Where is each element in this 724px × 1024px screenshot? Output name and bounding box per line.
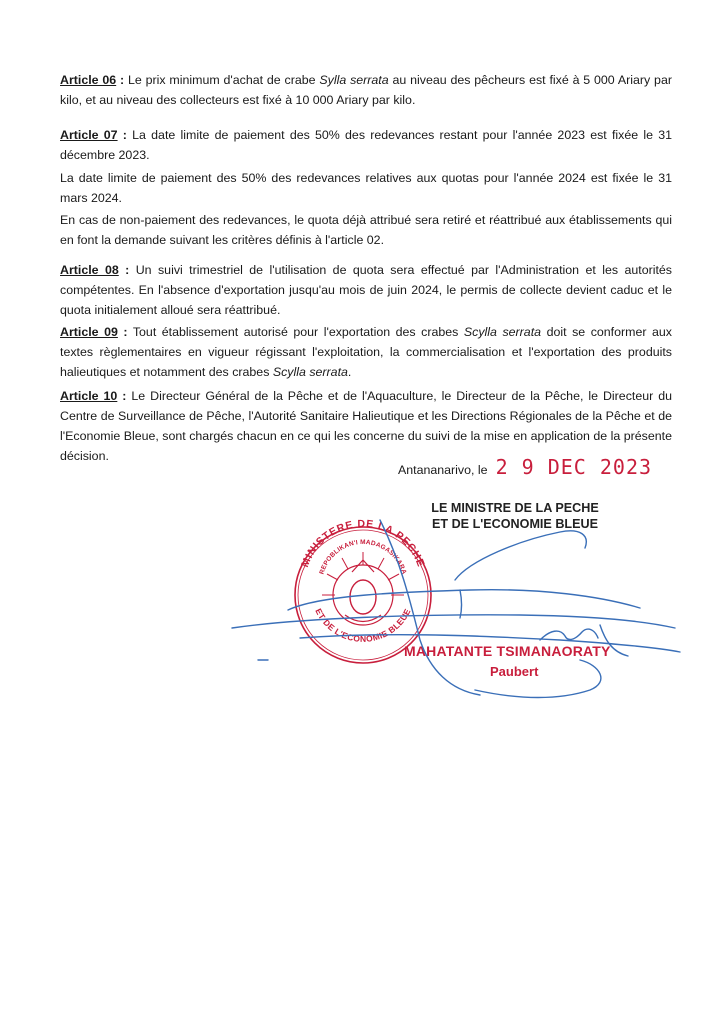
signature-place: Antananarivo, le bbox=[398, 463, 488, 477]
minister-name: MAHATANTE TSIMANAORATY bbox=[404, 643, 611, 659]
article-06-colon: : bbox=[116, 73, 125, 87]
article-08-text: Un suivi trimestriel de l'utilisation de quota sera effectué par l'Administration et les autorités compétentes. En l'absence d'exportation jusqu'au mois de juin 2024, le permis de collecte devient caduc et le quota initialement alloué sera réattribué. bbox=[60, 263, 672, 317]
seal-text-bottom: ET DE L'ECONOMIE BLEUE bbox=[313, 606, 413, 644]
article-09-text-1: Tout établissement autorisé pour l'exportation des crabes bbox=[127, 325, 464, 339]
article-07-label: Article 07 bbox=[60, 128, 118, 142]
article-08-colon: : bbox=[118, 263, 130, 277]
article-07-text: La date limite de paiement des 50% des redevances restant pour l'année 2023 est fixée le 31 décembre 2023. bbox=[60, 128, 672, 162]
article-10-colon: : bbox=[117, 389, 127, 403]
minister-first-name: Paubert bbox=[490, 664, 539, 679]
article-07-text-2: La date limite de paiement des 50% des redevances relatives aux quotas pour l'année 2024 est fixée le 31 mars 2024. bbox=[60, 171, 672, 205]
article-06-label: Article 06 bbox=[60, 73, 117, 87]
article-09-colon: : bbox=[117, 325, 128, 339]
seal-text-top: MINISTERE DE LA PECHE bbox=[299, 517, 427, 569]
minister-title-line-2: ET DE L'ECONOMIE BLEUE bbox=[431, 517, 599, 531]
article-09-species-2: Scylla serrata bbox=[272, 365, 348, 379]
article-09-text-3: . bbox=[347, 365, 352, 379]
article-06-text-2: au niveau des pêcheurs est fixé à 5 000 Ariary par kilo, et au niveau des collecteurs est fixé à 10 000 Ariary par kilo. bbox=[60, 73, 672, 107]
article-08-label: Article 08 bbox=[60, 263, 119, 277]
article-10-label: Article 10 bbox=[60, 389, 118, 403]
article-09-label: Article 09 bbox=[60, 325, 118, 339]
article-10-text: Le Directeur Général de la Pêche et de l'Aquaculture, le Directeur de la Pêche, le Directeur du Centre de Surveillance de Pêche, l'Autorité Sanitaire Halieutique et les Directions Régionales de la Pêche et de l'Economie Bleue, sont chargés chacun en ce qui les concerne du suivi de la mise en application de la présente décision. bbox=[60, 389, 672, 463]
date-stamp: 2 9 DEC 2023 bbox=[495, 455, 653, 479]
article-06-species: Sylla serrata bbox=[319, 73, 389, 87]
article-06-text-1: Le prix minimum d'achat de crabe bbox=[124, 73, 320, 87]
article-07-text-3: En cas de non-paiement des redevances, le quota déjà attribué sera retiré et réattribué aux établissements qui en font la demande suivant les critères définis à l'article 02. bbox=[60, 213, 672, 247]
minister-title-line-1: LE MINISTRE DE LA PECHE bbox=[431, 501, 599, 515]
seal-text-inner: REPOBLIKAN'I MADAGASIKARA bbox=[318, 539, 408, 576]
article-09-text-2: doit se conformer aux textes règlementaires en vigueur régissant l'exploitation, la commercialisation et l'exportation des produits halieutiques et notamment des crabes bbox=[60, 325, 672, 379]
article-09-species-1: Scylla serrata bbox=[463, 325, 542, 339]
article-07-colon: : bbox=[117, 128, 127, 142]
